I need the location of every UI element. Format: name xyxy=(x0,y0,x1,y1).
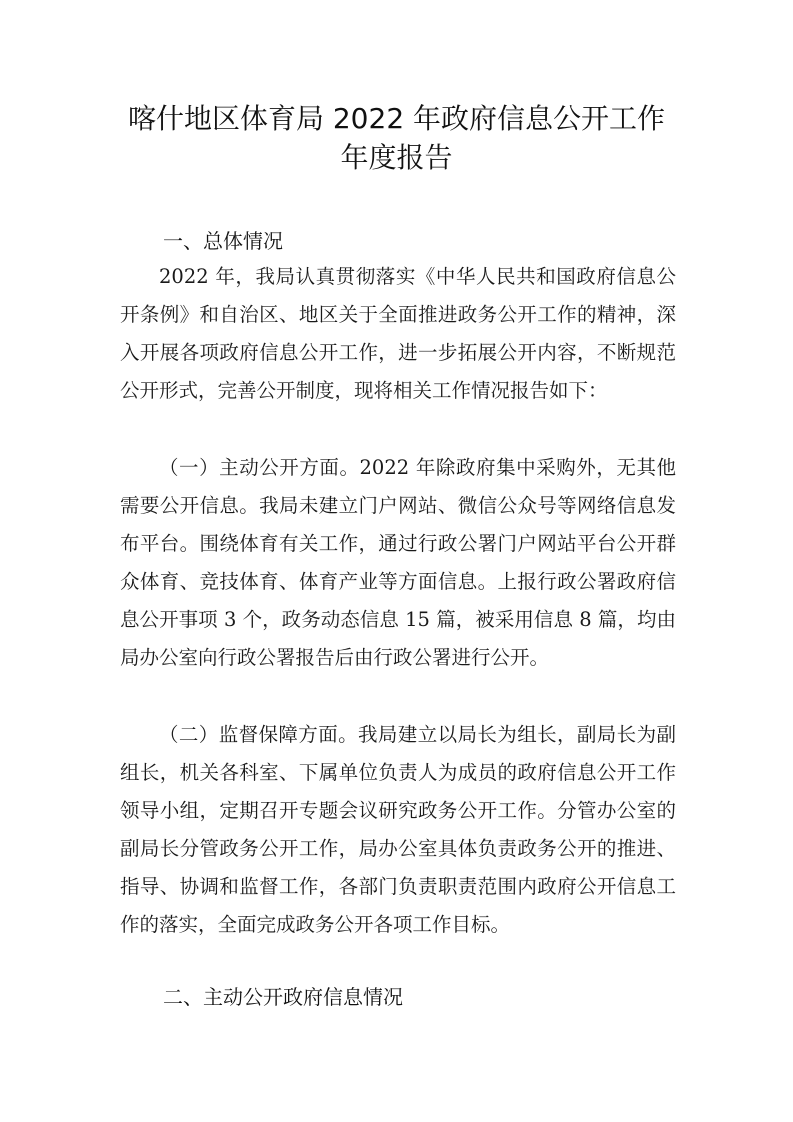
section1-intro-paragraph: 2022 年，我局认真贯彻落实《中华人民共和国政府信息公开条例》和自治区、地区关于全面推进政务公开工作的精神，深入开展各项政府信息公开工作，进一步拓展公开内容，不断规范公开形式，完善公开制度，现将相关工作情况报告如下： xyxy=(120,265,676,402)
section2-heading: 二、主动公开政府信息情况 xyxy=(163,985,403,1009)
document-title-line1: 喀什地区体育局 2022 年政府信息公开工作 xyxy=(127,102,666,135)
document-title-line2: 年度报告 xyxy=(340,141,453,174)
subsection2-paragraph: （二）监督保障方面。我局建立以局长为组长，副局长为副组长，机关各科室、下属单位负责人为成员的政府信息公开工作领导小组，定期召开专题会议研究政务公开工作。分管办公室的副局长分管政务公开工作，局办公室具体负责政务公开的推进、指导、协调和监督工作，各部门负责职责范围内政府公开信息工作的落实，全面完成政务公开各项工作目标。 xyxy=(120,723,676,936)
subsection1-paragraph: （一）主动公开方面。2022 年除政府集中采购外，无其他需要公开信息。我局未建立门户网站、微信公众号等网络信息发布平台。围绕体育有关工作，通过行政公署门户网站平台公开群众体育、竞技体育、体育产业等方面信息。上报行政公署政府信息公开事项 3 个，政务动态信息 15 篇，被采用信息 8 篇，均由局办公室向行政公署报告后由行政公署进行公开。 xyxy=(120,456,676,669)
section1-heading: 一、总体情况 xyxy=(163,229,283,253)
